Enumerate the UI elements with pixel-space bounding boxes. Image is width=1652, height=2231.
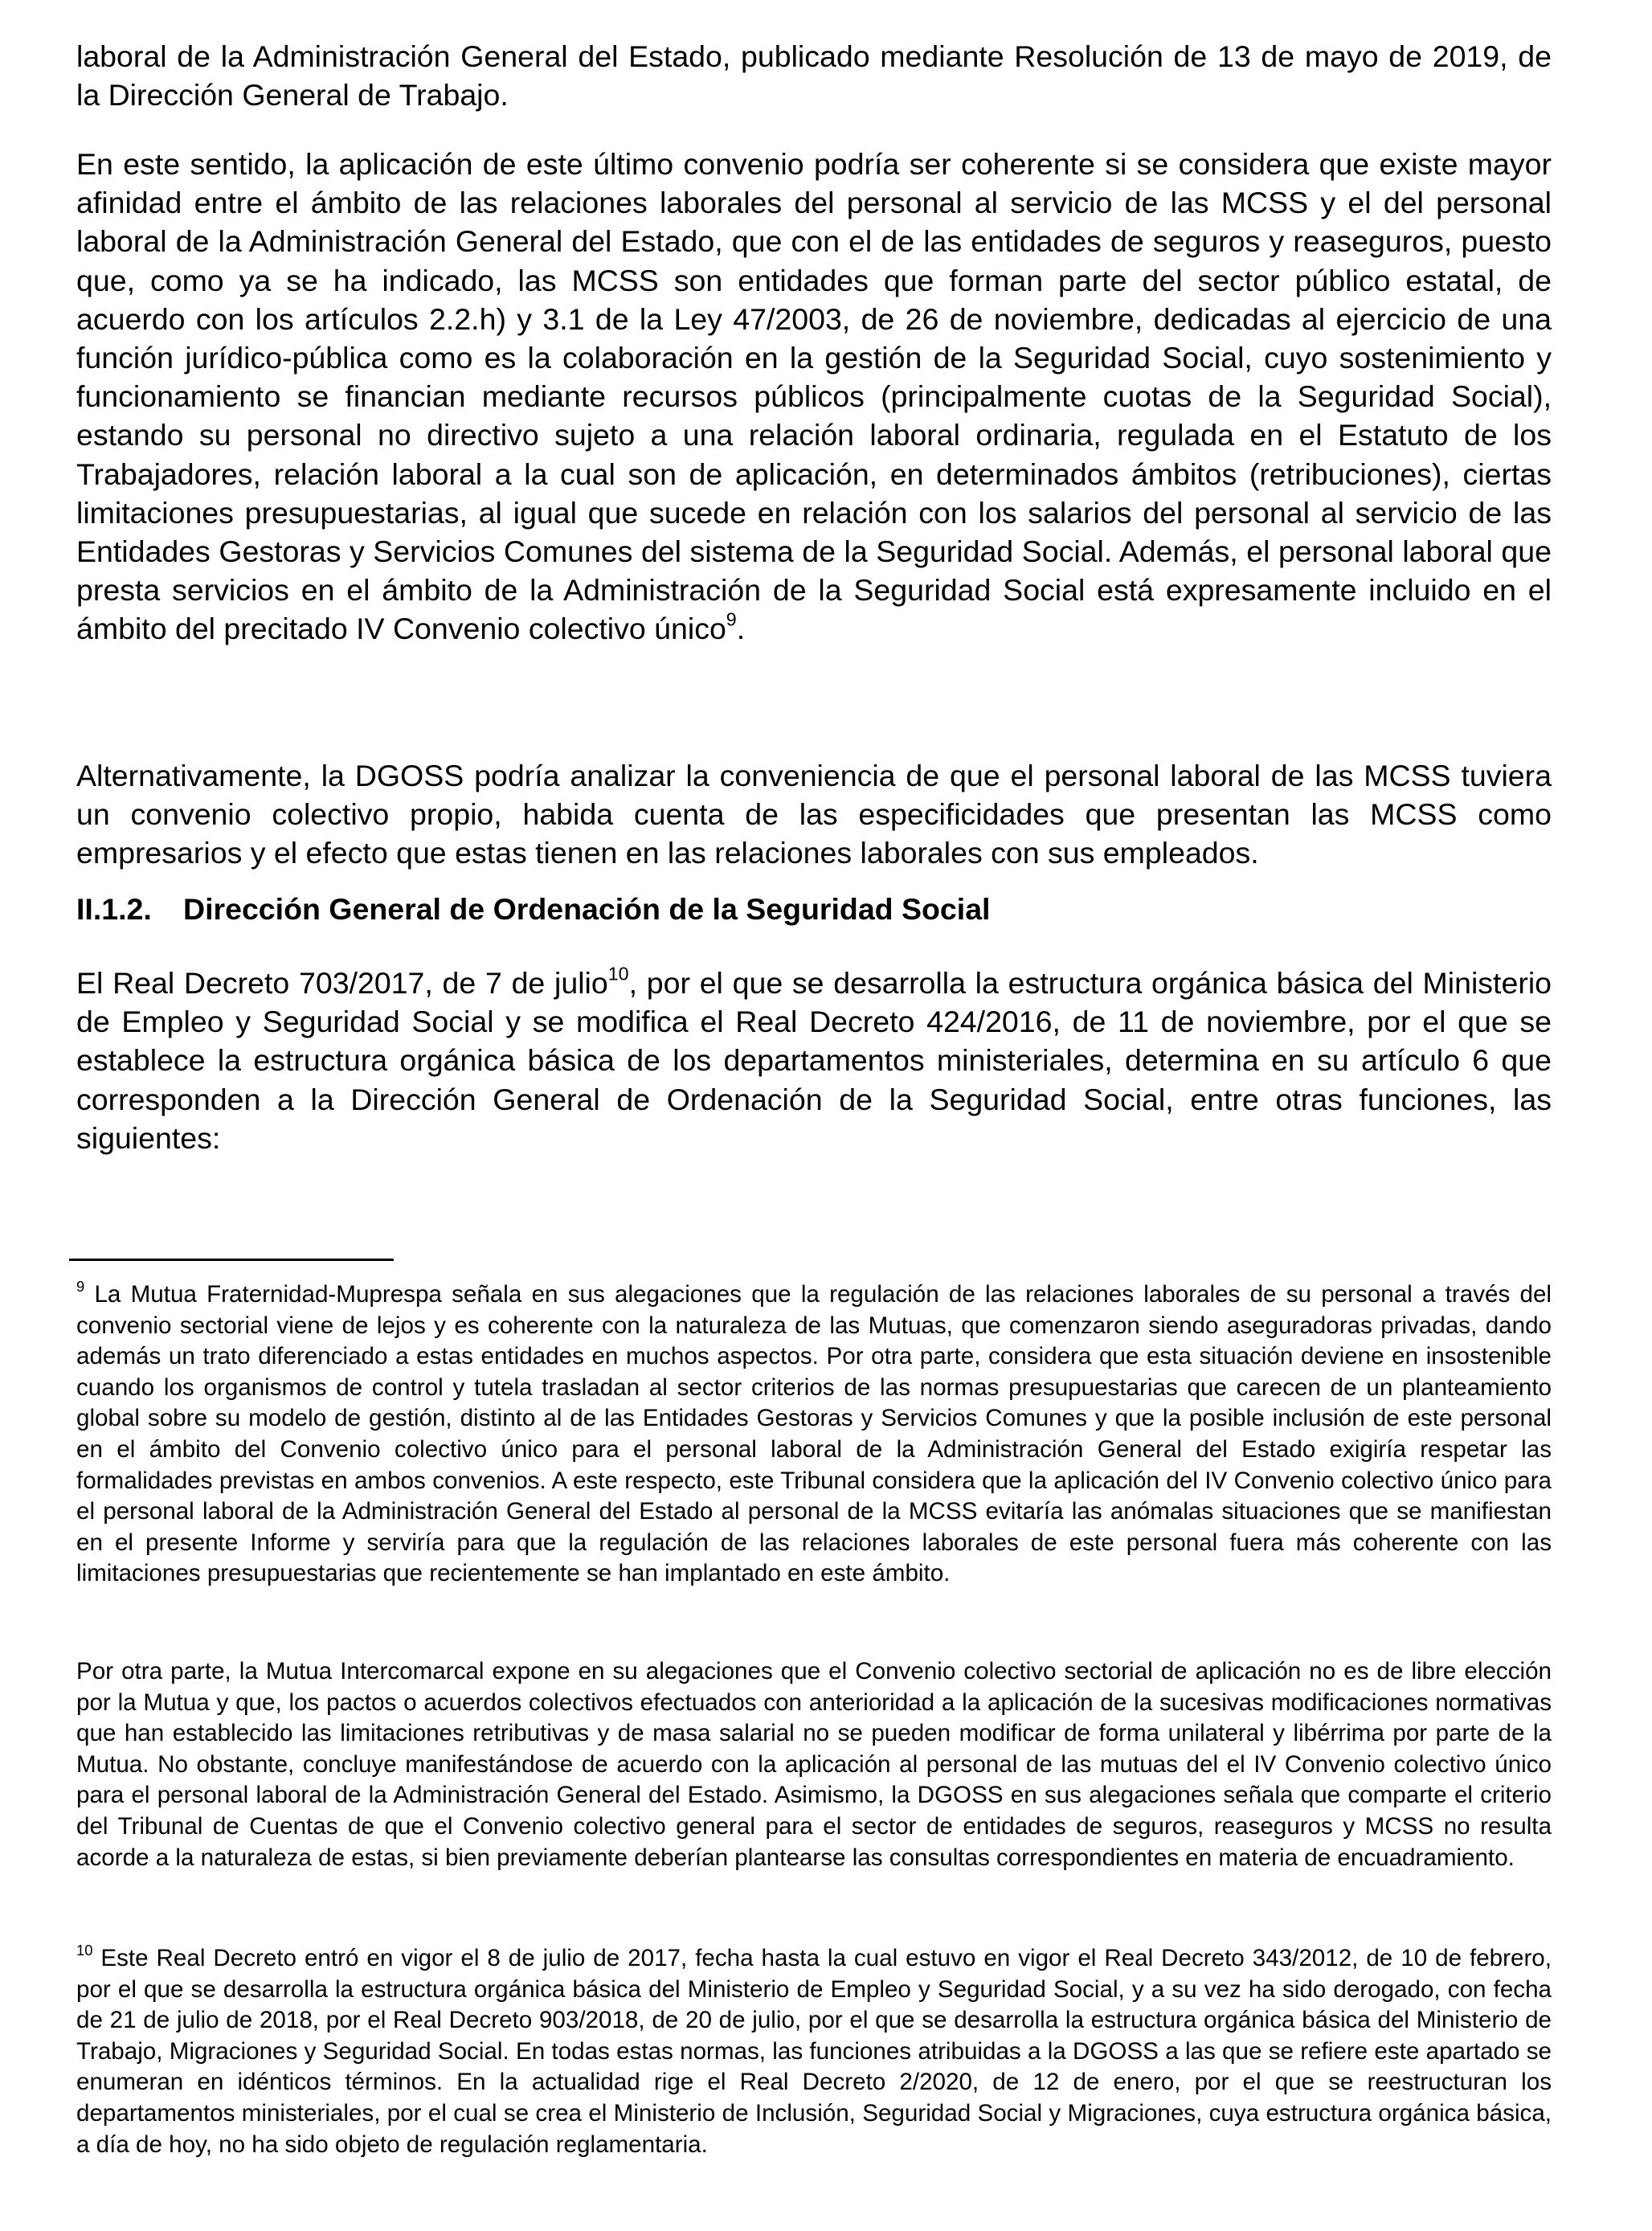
section-heading bbox=[76, 890, 1552, 928]
paragraph-text: laboral de la Administración General del Estado, publicado mediante Resolución de 13 de mayo de 2019, de la Dirección General de Trabajo. bbox=[76, 39, 1552, 113]
paragraph-alternative bbox=[76, 756, 1552, 873]
section-title: Dirección General de Ordenación de la Seguridad Social bbox=[183, 892, 991, 926]
footnote-10 bbox=[76, 1943, 1552, 2160]
paragraph-continuation bbox=[76, 37, 1552, 114]
paragraph-text: En este sentido, la aplicación de este último convenio podría ser coherente si se considera que existe mayor afinidad entre el ámbito de las relaciones laborales del personal al servicio de las MCSS y el del personal laboral de la Administración General del Estado, que con el de las entidades de seguros y reaseguros, puesto que, como ya se ha indicado, las MCSS son entidades que forman parte del sector público estatal, de acuerdo con los artículos 2.2.h) y 3.1 de la Ley 47/2003, de 26 de noviembre, dedicadas al ejercicio de una función jurídico-pública como es la colaboración en la gestión de la Seguridad Social, cuyo sostenimiento y funcionamiento se financian mediante recursos públicos (principalmente cuotas de la Seguridad Social), estando su personal no directivo sujeto a una relación laboral ordinaria, regulada en el Estatuto de los Trabajadores, relación laboral a la cual son de aplicación, en determinados ámbitos (retribuciones), ciertas limitaciones presupuestarias, al igual que sucede en relación con los salarios del personal al servicio de las Entidades Gestoras y Servicios Comunes del sistema de la Seguridad Social. Además, el personal laboral que presta servicios en el ámbito de la Administración de la Seguridad Social está expresamente incluido en el ámbito del precitado IV Convenio colectivo único bbox=[76, 147, 1552, 646]
footnote-9-continuation bbox=[76, 1656, 1552, 1873]
section-number: II.1.2. bbox=[76, 892, 152, 926]
footnote-text: La Mutua Fraternidad-Muprespa señala en sus alegaciones que la regulación de las relaciones laborales de su personal a través del convenio sectorial viene de lejos y es coherente con la naturaleza de las Mutuas, que comenzaron siendo aseguradoras privadas, dando además un trato diferenciado a estas entidades en muchos aspectos. Por otra parte, considera que esta situación deviene en insostenible cuando los organismos de control y tutela trasladan al sector criterios de las normas presupuestarias que carecen de un planteamiento global sobre su modelo de gestión, distinto al de las Entidades Gestoras y Servicios Comunes y que la posible inclusión de este personal en el ámbito del Convenio colectivo único para el personal laboral de la Administración General del Estado exigiría respetar las formalidades previstas en ambos convenios. A este respecto, este Tribunal considera que la aplicación del IV Convenio colectivo único para el personal laboral de la Administración General del Estado al personal de la MCSS evitaría las anómalas situaciones que se manifiestan en el presente Informe y serviría para que la regulación de las relaciones laborales de este personal fuera más coherente con las limitaciones presupuestarias que recientemente se han implantado en este ámbito. bbox=[76, 1281, 1552, 1587]
paragraph-text: Alternativamente, la DGOSS podría analizar la conveniencia de que el personal laboral de las MCSS tuviera un convenio colectivo propio, habida cuenta de las especificidades que presentan las MCSS como empresarios y el efecto que estas tienen en las relaciones laborales con sus empleados. bbox=[76, 759, 1552, 870]
footnote-ref-9[interactable]: 9 bbox=[726, 608, 737, 630]
paragraph-text: , por el que se desarrolla la estructura orgánica básica del Ministerio de Empleo y Seguridad Social y se modifica el Real Decreto 424/2016, de 11 de noviembre, por el que se establece la estructura orgánica básica de los departamentos ministeriales, determina en su artículo 6 que corresponden a la Dirección General de Ordenación de la Seguridad Social, entre otras funciones, las siguientes: bbox=[76, 966, 1552, 1155]
footnote-9 bbox=[76, 1279, 1552, 1590]
paragraph-tail: . bbox=[736, 612, 746, 646]
footnote-text: Por otra parte, la Mutua Intercomarcal expone en su alegaciones que el Convenio colectivo sectorial de aplicación no es de libre elección por la Mutua y que, los pactos o acuerdos colectivos efectuados con anterioridad a la aplicación de la sucesivas modificaciones normativas que han establecido las limitaciones retributivas y de masa salarial no se pueden modificar de forma unilateral y libérrima por parte de la Mutua. No obstante, concluye manifestándose de acuerdo con la aplicación al personal de las mutuas del el IV Convenio colectivo único para el personal laboral de la Administración General del Estado. Asimismo, la DGOSS en sus alegaciones señala que comparte el criterio del Tribunal de Cuentas de que el Convenio colectivo general para el sector de entidades de seguros, reaseguros y MCSS no resulta acorde a la naturaleza de estas, si bien previamente deberían plantearse las consultas correspondientes en materia de encuadramiento. bbox=[76, 1658, 1552, 1871]
footnote-number: 10 bbox=[76, 1941, 93, 1959]
paragraph-text: El Real Decreto 703/2017, de 7 de julio bbox=[76, 966, 608, 1000]
paragraph-convenio-coherence bbox=[76, 145, 1552, 649]
footnote-text: Este Real Decreto entró en vigor el 8 de julio de 2017, fecha hasta la cual estuvo en vigor el Real Decreto 343/2012, de 10 de febrero, por el que se desarrolla la estructura orgánica básica del Ministerio de Empleo y Seguridad Social, y a su vez ha sido derogado, con fecha de 21 de julio de 2018, por el Real Decreto 903/2018, de 20 de julio, por el que se desarrolla la estructura orgánica básica del Ministerio de Trabajo, Migraciones y Seguridad Social. En todas estas normas, las funciones atribuidas a la DGOSS a las que se refiere este apartado se enumeran en idénticos términos. En la actualidad rige el Real Decreto 2/2020, de 12 de enero, por el que se reestructuran los departamentos ministeriales, por el cual se crea el Ministerio de Inclusión, Seguridad Social y Migraciones, cuya estructura orgánica básica, a día de hoy, no ha sido objeto de regulación reglamentaria. bbox=[76, 1945, 1552, 2158]
paragraph-real-decreto bbox=[76, 964, 1552, 1157]
footnote-separator bbox=[69, 1259, 394, 1261]
footnote-number: 9 bbox=[76, 1277, 85, 1295]
footnote-ref-10[interactable]: 10 bbox=[607, 963, 629, 985]
